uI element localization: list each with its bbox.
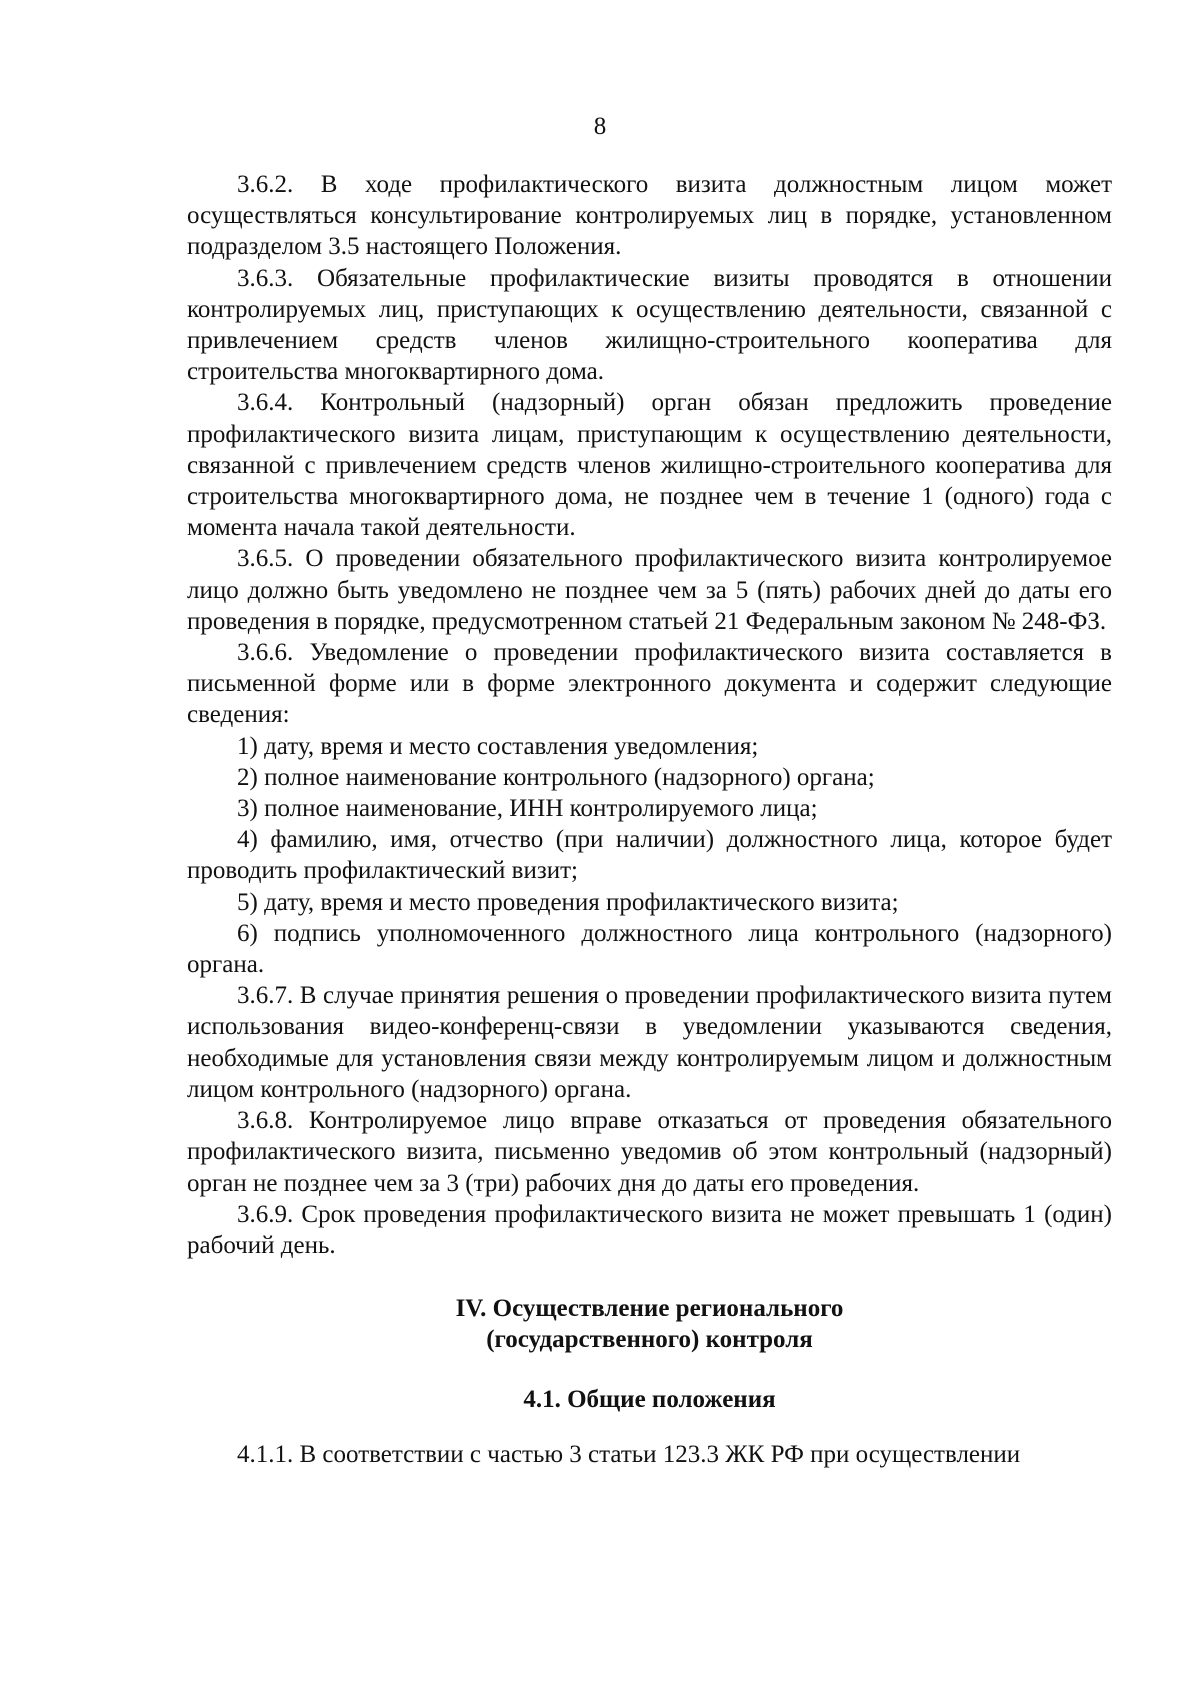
paragraph-3-6-3: 3.6.3. Обязательные профилактические визиты проводятся в отношении контролируемых лиц, приступающих к осуществлению деятельности, связанной с привлечением средств членов жилищно-строительного кооператива для строительства многоквартирного дома. bbox=[187, 264, 1112, 386]
list-item-6: 6) подпись уполномоченного должностного лица контрольного (надзорного) органа. bbox=[187, 919, 1112, 979]
page-number: 8 bbox=[593, 113, 607, 140]
paragraph-3-6-7: 3.6.7. В случае принятия решения о проведении профилактического визита путем использования видео-конференц-связи в уведомлении указываются сведения, необходимые для установления связи между контролируемым лицом и должностным лицом контрольного (надзорного) органа. bbox=[187, 982, 1112, 1103]
paragraph-3-6-4: 3.6.4. Контрольный (надзорный) орган обязан предложить проведение профилактического визита лицам, приступающим к осуществлению деятельности, связанной с привлечением средств членов жилищно-строительного кооператива для строительства многоквартирного дома, не позднее чем в течение 1 (одного) года с момента начала такой деятельности. bbox=[187, 389, 1112, 542]
subsection-heading: 4.1. Общие положения bbox=[523, 1385, 776, 1413]
section-heading-line-2: (государственного) контроля bbox=[486, 1326, 813, 1354]
paragraph-3-6-8: 3.6.8. Контролируемое лицо вправе отказаться от проведения обязательного профилактического визита, письменно уведомив об этом контрольный (надзорный) орган не позднее чем за 3 (три) рабочих дня до даты его проведения. bbox=[187, 1107, 1112, 1197]
paragraph-3-6-6: 3.6.6. Уведомление о проведении профилактического визита составляется в письменной форме или в форме электронного документа и содержит следующие сведения: bbox=[187, 639, 1112, 729]
document-body bbox=[187, 169, 1112, 1470]
list-item-2: 2) полное наименование контрольного (надзорного) органа; bbox=[237, 763, 875, 791]
paragraph-3-6-9: 3.6.9. Срок проведения профилактического визита не может превышать 1 (один) рабочий день. bbox=[187, 1200, 1112, 1259]
list-item-3: 3) полное наименование, ИНН контролируемого лица; bbox=[237, 795, 818, 823]
section-heading bbox=[187, 1293, 1112, 1355]
list-item-1: 1) дату, время и место составления уведомления; bbox=[237, 732, 759, 760]
paragraph-4-1-1: 4.1.1. В соответствии с частью 3 статьи 123.3 ЖК РФ при осуществлении bbox=[237, 1440, 1021, 1468]
paragraph-3-6-5: 3.6.5. О проведении обязательного профилактического визита контролируемое лицо должно быть уведомлено не позднее чем за 5 (пять) рабочих дней до даты его проведения в порядке, предусмотренном статьей 21 Федеральным законом № 248-ФЗ. bbox=[187, 545, 1112, 635]
list-item-5: 5) дату, время и место проведения профилактического визита; bbox=[237, 888, 899, 916]
section-heading-line-1: IV. Осуществление регионального bbox=[455, 1295, 844, 1323]
paragraph-3-6-2: 3.6.2. В ходе профилактического визита должностным лицом может осуществляться консультирование контролируемых лиц в порядке, установленном подразделом 3.5 настоящего Положения. bbox=[187, 171, 1112, 261]
list-item-4: 4) фамилию, имя, отчество (при наличии) должностного лица, которое будет проводить профилактический визит; bbox=[187, 826, 1112, 885]
